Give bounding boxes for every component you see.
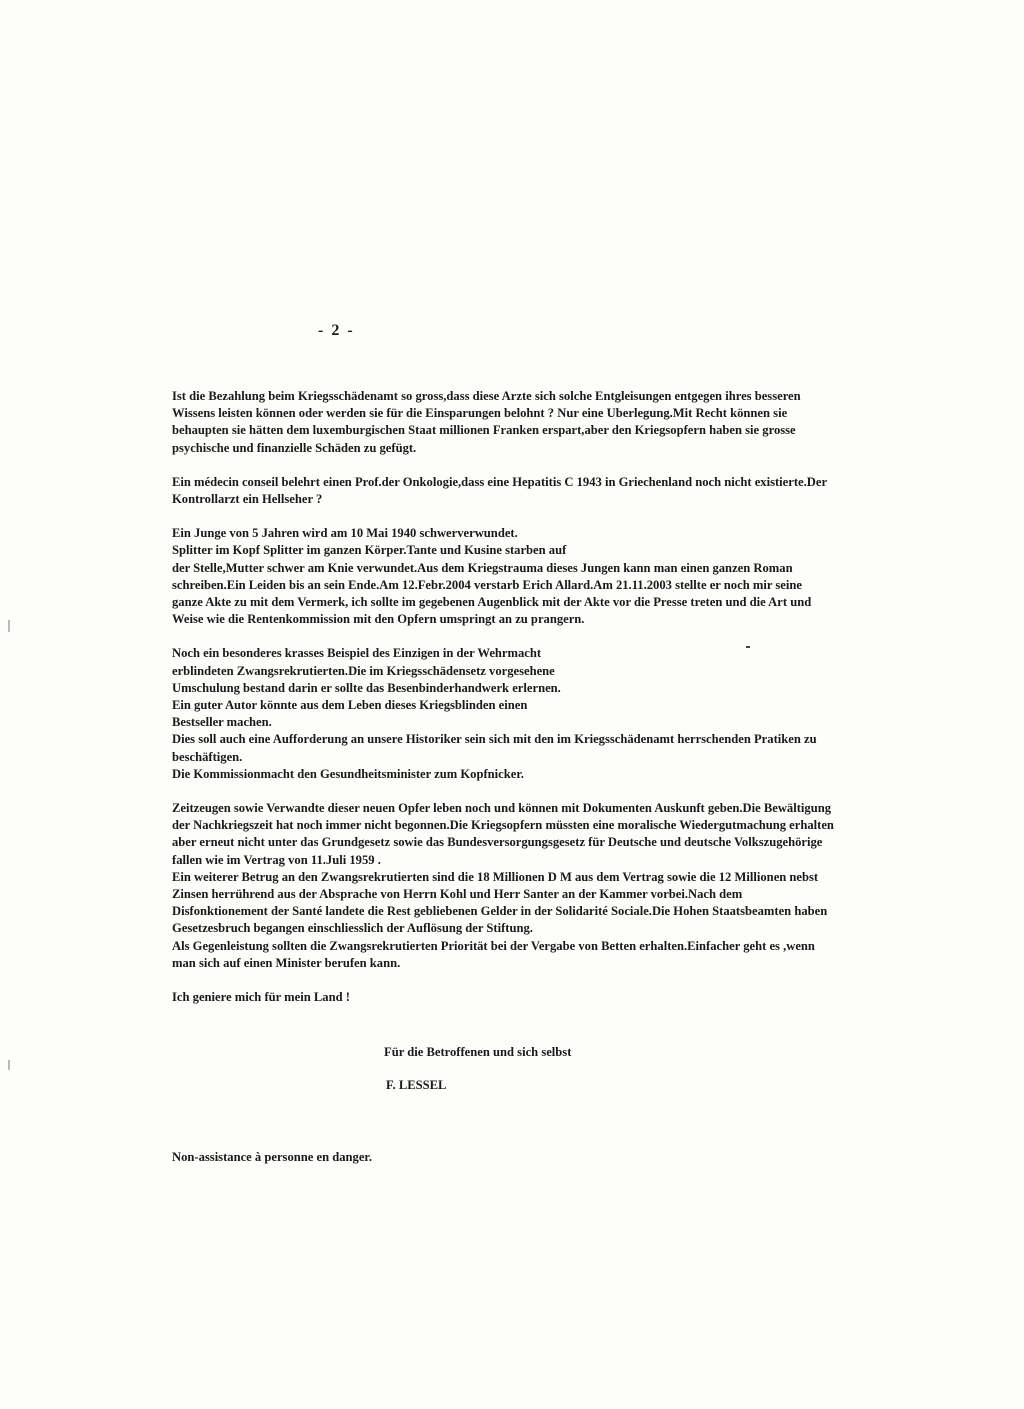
text-line: behaupten sie hätten dem luxemburgischen Staat millionen Franken erspart,aber den Kriegsopfern haben sie grosse (172, 423, 796, 438)
text-line: Die Kommissionmacht den Gesundheitsminister zum Kopfnicker. (172, 766, 524, 781)
text-line: Als Gegenleistung sollten die Zwangsrekrutierten Priorität bei der Vergabe von Betten erhalten.Einfacher geht es ,wenn (172, 938, 815, 953)
text-line: Ein guter Autor könnte aus dem Leben dieses Kriegsblinden einen (172, 698, 528, 713)
letter-body (172, 388, 932, 1023)
text-line: fallen wie im Vertrag von 11.Juli 1959 . (172, 852, 381, 867)
text-line: Wissens leisten können oder werden sie für die Einsparungen belohnt ? Nur eine Uberlegung.Mit Recht können sie (172, 406, 788, 421)
scan-speck (746, 646, 750, 648)
paragraph-closing-statement (172, 989, 932, 1006)
signature-dedication: Für die Betroffenen und sich selbst (384, 1045, 572, 1059)
text-line: Bestseller machen. (172, 715, 272, 730)
text-line: man sich auf einen Minister berufen kann. (172, 955, 401, 970)
text-line: der Stelle,Mutter schwer am Knie verwundet.Aus dem Kriegstrauma dieses Jungen kann man einen ganzen Roman (172, 560, 793, 575)
text-line: Kontrollarzt ein Hellseher ? (172, 492, 323, 507)
text-line: psychische und finanzielle Schäden zu gefügt. (172, 440, 417, 455)
text-line: aber erneut nicht unter das Grundgesetz sowie das Bundesversorgungsgesetz für Deutsche und deutsche Volkszugehörige (172, 835, 823, 850)
text-line: erblindeten Zwangsrekrutierten.Die im Kriegsschädensetz vorgesehene (172, 663, 555, 678)
text-line: Zeitzeugen sowie Verwandte dieser neuen Opfer leben noch und können mit Dokumenten Auskunft geben.Die Bewältigung (172, 801, 832, 816)
text-line: Weise wie die Rentenkommission mit den Opfern umspringt an zu prangern. (172, 612, 585, 627)
text-line: schreiben.Ein Leiden bis an sein Ende.Am 12.Febr.2004 verstarb Erich Allard.Am 21.11.2003 stellte er noch mir seine (172, 577, 802, 592)
text-line: Zinsen herrührend aus der Absprache von Herrn Kohl und Herr Santer an der Kammer vorbei.Nach dem (172, 887, 743, 902)
text-line: Ist die Bezahlung beim Kriegsschädenamt so gross,dass diese Arzte sich solche Entgleisungen entgegen ihres besseren (172, 389, 801, 403)
text-line: beschäftigen. (172, 749, 243, 764)
paragraph-payment-question (172, 388, 932, 457)
text-line: ganze Akte zu mit dem Vermerk, ich sollte im gegebenen Augenblick mit der Akte vor die Presse treten und die Art und (172, 595, 812, 610)
signature-name: F. LESSEL (386, 1078, 447, 1092)
paragraph-witnesses (172, 800, 932, 972)
text-line: Umschulung bestand darin er sollte das Besenbinderhandwerk erlernen. (172, 680, 561, 695)
footer-note: Non-assistance à personne en danger. (172, 1150, 372, 1164)
scan-edge-mark (8, 620, 10, 632)
text-line: der Nachkriegszeit hat noch immer nicht begonnen.Die Kriegsopfern müssten eine moralische Wiedergutmachung erhalten (172, 818, 834, 833)
paragraph-blinded-recruit (172, 645, 932, 783)
text-line: Ein médecin conseil belehrt einen Prof.der Onkologie,dass eine Hepatitis C 1943 in Griechenland noch nicht existierte.Der (172, 474, 828, 489)
paragraph-boy-wounded (172, 525, 932, 628)
page-number: - 2 - (318, 322, 355, 339)
text-line: Ein weiterer Betrug an den Zwangsrekrutierten sind die 18 Millionen D M aus dem Vertrag sowie die 12 Millionen nebst (172, 869, 819, 884)
text-line: Dies soll auch eine Aufforderung an unsere Historiker sein sich mit den im Kriegsschädenamt herrschenden Pratiken zu (172, 732, 817, 747)
text-line: Gesetzesbruch begangen einschliesslich der Auflösung der Stiftung. (172, 921, 533, 936)
text-line: Noch ein besonderes krasses Beispiel des Einzigen in der Wehrmacht (172, 646, 542, 661)
text-line: Ein Junge von 5 Jahren wird am 10 Mai 1940 schwerverwundet. (172, 526, 518, 541)
text-line: Ich geniere mich für mein Land ! (172, 990, 350, 1005)
paragraph-medecin-conseil (172, 474, 932, 508)
text-line: Disfonktionement der Santé landete die Rest gebliebenen Gelder in der Solidarité Sociale.Die Hohen Staatsbeamten haben (172, 904, 828, 919)
text-line: Splitter im Kopf Splitter im ganzen Körper.Tante und Kusine starben auf (172, 543, 567, 558)
scan-edge-mark (8, 1060, 10, 1070)
